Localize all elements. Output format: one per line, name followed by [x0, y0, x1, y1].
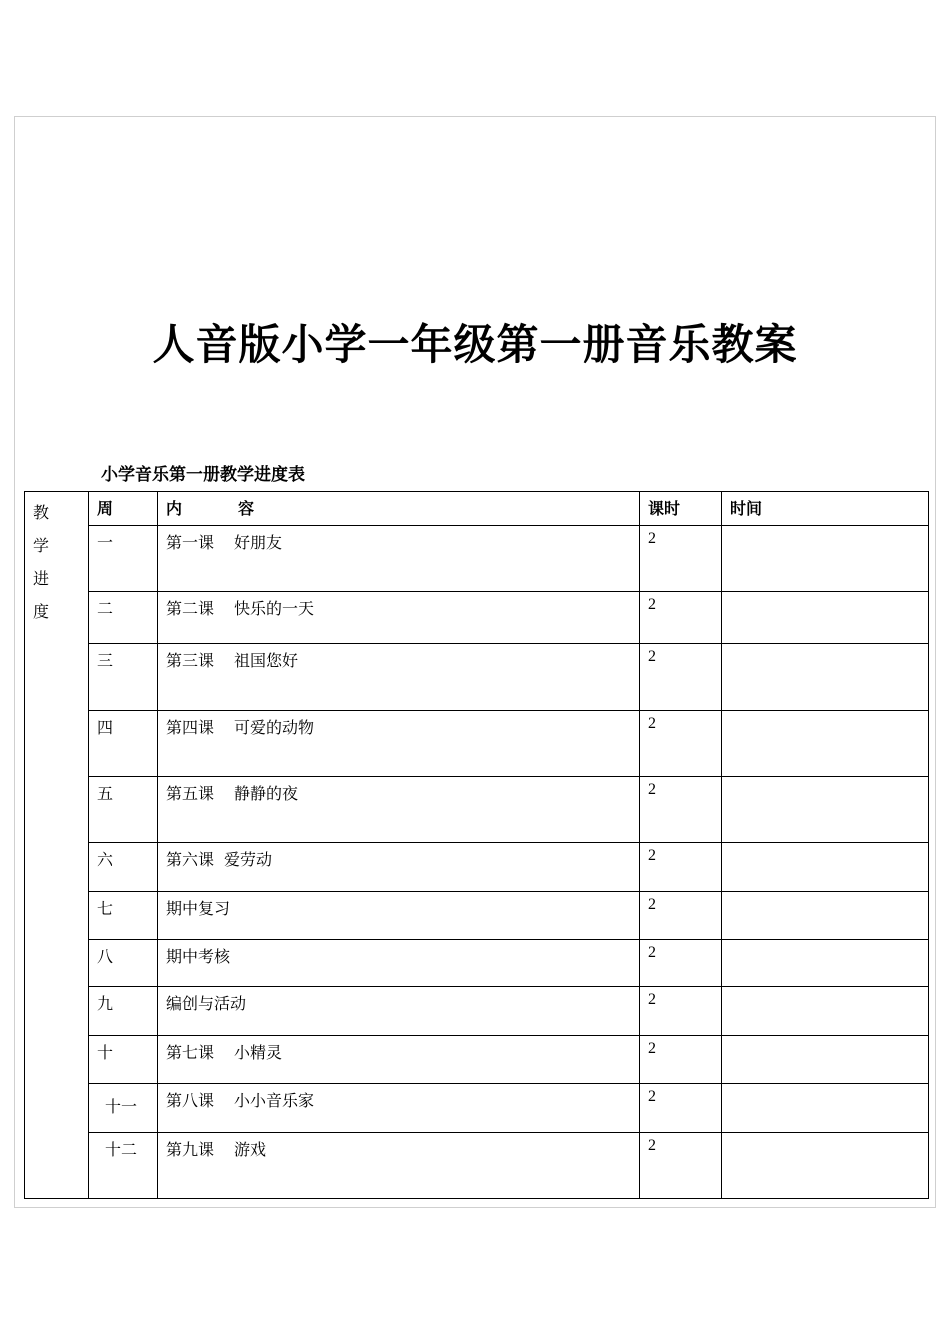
- lesson-label: 第四课: [166, 718, 215, 737]
- content-cell: [158, 777, 640, 843]
- content-cell: [158, 1133, 640, 1199]
- time-cell: [722, 777, 929, 843]
- side-char: 教: [33, 503, 50, 522]
- time-cell: [722, 940, 929, 987]
- week-cell: 十二: [89, 1133, 158, 1199]
- lesson-topic: 快乐的一天: [234, 599, 315, 618]
- lesson-label: 期中考核: [166, 947, 231, 966]
- document-title: 人音版小学一年级第一册音乐教案: [152, 320, 798, 369]
- lesson-label: 期中复习: [166, 899, 231, 918]
- lesson-label: 第三课: [166, 651, 215, 670]
- hours-cell: 2: [640, 592, 722, 644]
- table-row: [25, 644, 929, 711]
- hours-cell: 2: [640, 987, 722, 1036]
- table-header-row: [25, 492, 929, 526]
- week-cell: 八: [89, 940, 158, 987]
- header-time: 时间: [722, 492, 929, 526]
- week-cell: 一: [89, 526, 158, 592]
- week-cell: 六: [89, 843, 158, 892]
- time-cell: [722, 592, 929, 644]
- week-cell: 七: [89, 892, 158, 940]
- table-row: [25, 711, 929, 777]
- table-row: [25, 940, 929, 987]
- side-char: 度: [33, 602, 50, 621]
- week-cell: 三: [89, 644, 158, 711]
- week-cell: 十: [89, 1036, 158, 1084]
- header-content-b: 容: [238, 499, 255, 518]
- hours-cell: 2: [640, 1036, 722, 1084]
- content-cell: [158, 644, 640, 711]
- lesson-topic: 小精灵: [234, 1043, 283, 1062]
- time-cell: [722, 526, 929, 592]
- lesson-topic: 好朋友: [234, 533, 283, 552]
- lesson-label: 第一课: [166, 533, 215, 552]
- hours-cell: 2: [640, 644, 722, 711]
- lesson-topic: 祖国您好: [234, 651, 299, 670]
- table-row: [25, 1133, 929, 1199]
- week-cell: 五: [89, 777, 158, 843]
- hours-cell: 2: [640, 940, 722, 987]
- side-label: [25, 492, 89, 1199]
- content-cell: [158, 987, 640, 1036]
- content-cell: [158, 940, 640, 987]
- hours-cell: 2: [640, 843, 722, 892]
- content-cell: [158, 592, 640, 644]
- content-cell: [158, 1036, 640, 1084]
- content-cell: [158, 526, 640, 592]
- time-cell: [722, 1133, 929, 1199]
- header-hours: 课时: [640, 492, 722, 526]
- table-row: [25, 1036, 929, 1084]
- hours-cell: 2: [640, 526, 722, 592]
- time-cell: [722, 843, 929, 892]
- lesson-label: 第二课: [166, 599, 215, 618]
- lesson-label: 第九课: [166, 1140, 215, 1159]
- lesson-label: 第七课: [166, 1043, 215, 1062]
- week-cell: 二: [89, 592, 158, 644]
- header-content: [158, 492, 640, 526]
- lesson-topic: 小小音乐家: [234, 1091, 315, 1110]
- table-row: [25, 843, 929, 892]
- table-row: [25, 987, 929, 1036]
- hours-cell: 2: [640, 711, 722, 777]
- lesson-topic: 可爱的动物: [234, 718, 315, 737]
- week-cell: 四: [89, 711, 158, 777]
- content-cell: [158, 843, 640, 892]
- table-row: [25, 892, 929, 940]
- lesson-label: 第八课: [166, 1091, 215, 1110]
- week-cell: 九: [89, 987, 158, 1036]
- time-cell: [722, 1084, 929, 1133]
- week-cell: 十一: [89, 1084, 158, 1133]
- lesson-topic: 游戏: [234, 1140, 267, 1159]
- time-cell: [722, 987, 929, 1036]
- header-week: 周: [89, 492, 158, 526]
- hours-cell: 2: [640, 777, 722, 843]
- time-cell: [722, 644, 929, 711]
- content-cell: [158, 892, 640, 940]
- hours-cell: 2: [640, 1084, 722, 1133]
- content-cell: [158, 711, 640, 777]
- side-char: 学: [33, 536, 50, 555]
- time-cell: [722, 711, 929, 777]
- table-subtitle: 小学音乐第一册教学进度表: [101, 465, 305, 485]
- table-row: [25, 777, 929, 843]
- header-content-a: 内: [166, 499, 183, 518]
- schedule-table: [24, 491, 929, 1199]
- lesson-topic: 爱劳动: [224, 850, 273, 869]
- table-row: [25, 526, 929, 592]
- hours-cell: 2: [640, 1133, 722, 1199]
- table-row: [25, 1084, 929, 1133]
- lesson-topic: 静静的夜: [234, 784, 299, 803]
- time-cell: [722, 1036, 929, 1084]
- lesson-label: 第六课: [166, 850, 215, 869]
- side-char: 进: [33, 569, 50, 588]
- time-cell: [722, 892, 929, 940]
- lesson-label: 第五课: [166, 784, 215, 803]
- content-cell: [158, 1084, 640, 1133]
- table-row: [25, 592, 929, 644]
- lesson-label: 编创与活动: [166, 994, 247, 1013]
- hours-cell: 2: [640, 892, 722, 940]
